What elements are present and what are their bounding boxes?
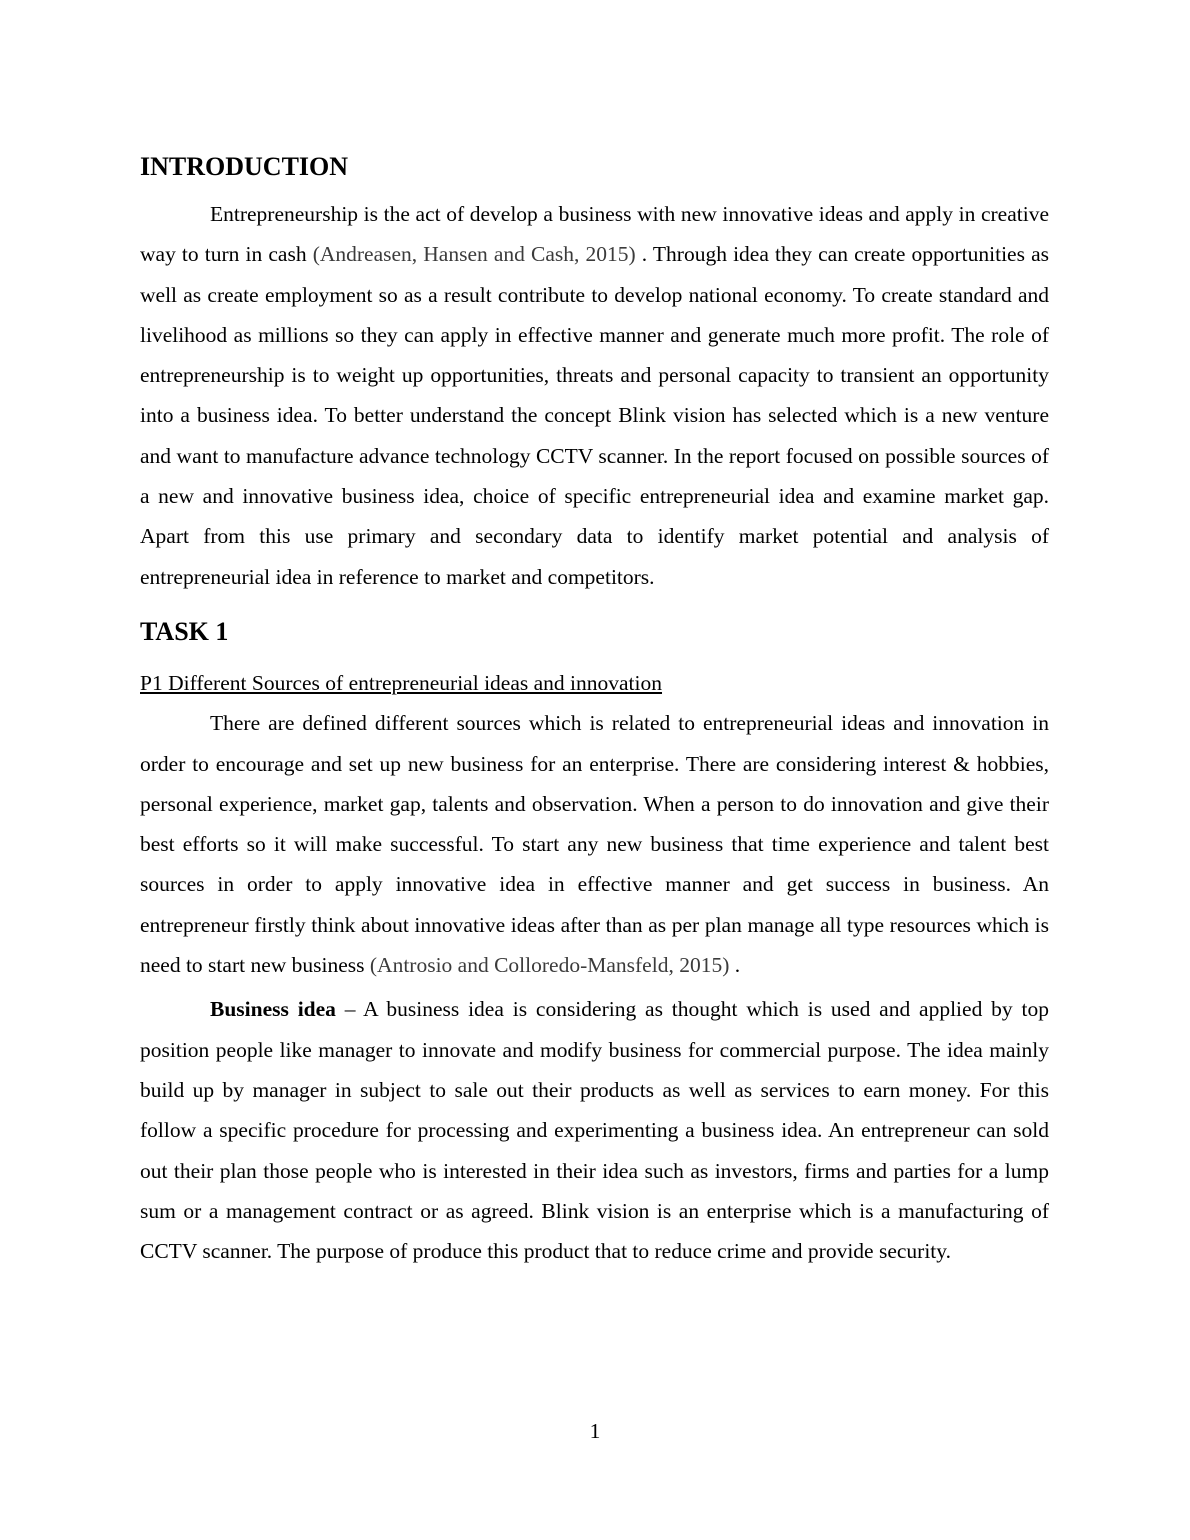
- paragraph-text: There are defined different sources which is related to entrepreneurial ideas and innovation in order to encourage and set up new business for an enterprise. There are considering interest & hobbies, personal experience, market gap, talents and observation. When a person to do innovation and give their best efforts so it will make successful. To start any new business that time experience and talent best sources in order to apply innovative idea in effective manner and get success in business. An entrepreneur firstly think about innovative ideas after than as per plan manage all type resources which is need to start new business: [140, 711, 1049, 978]
- citation: (Antrosio and Colloredo-Mansfeld, 2015): [369, 953, 730, 978]
- sources-paragraph: [140, 703, 1049, 985]
- citation: (Andreasen, Hansen and Cash, 2015): [312, 242, 636, 267]
- paragraph-text: .: [729, 953, 741, 978]
- paragraph-text: . Through idea they can create opportunities as well as create employment so as a result contribute to develop national economy. To create standard and livelihood as millions so they can apply in effective manner and generate much more profit. The role of entrepreneurship is to weight up opportunities, threats and personal capacity to transient an opportunity into a business idea. To better understand the concept Blink vision has selected which is a new venture and want to manufacture advance technology CCTV scanner. In the report focused on possible sources of a new and innovative business idea, choice of specific entrepreneurial idea and examine market gap. Apart from this use primary and secondary data to identify market potential and analysis of entrepreneurial idea in reference to market and competitors.: [140, 242, 1049, 589]
- page-number: 1: [589, 1419, 601, 1443]
- task-heading: TASK 1: [140, 616, 229, 646]
- section-subheading: P1 Different Sources of entrepreneurial ideas and innovation: [140, 670, 663, 695]
- document-page: [140, 150, 1049, 1271]
- introduction-heading: INTRODUCTION: [140, 152, 349, 181]
- paragraph-text: – A business idea is considering as thought which is used and applied by top position people like manager to innovate and modify business for commercial purpose. The idea mainly build up by manager in subject to sale out their products as well as services to earn money. For this follow a specific procedure for processing and experimenting a business idea. An entrepreneur can sold out their plan those people who is interested in their idea such as investors, firms and parties for a lump sum or a management contract or as agreed. Blink vision is an enterprise which is a manufacturing of CCTV scanner. The purpose of produce this product that to reduce crime and provide security.: [140, 997, 1049, 1264]
- business-idea-term: Business idea: [210, 997, 336, 1022]
- business-idea-paragraph: [140, 989, 1049, 1271]
- paragraph-text: Entrepreneurship is the act of develop a business with new innovative ideas and apply in creative way to turn in cash: [140, 202, 1049, 267]
- introduction-paragraph: [140, 194, 1049, 597]
